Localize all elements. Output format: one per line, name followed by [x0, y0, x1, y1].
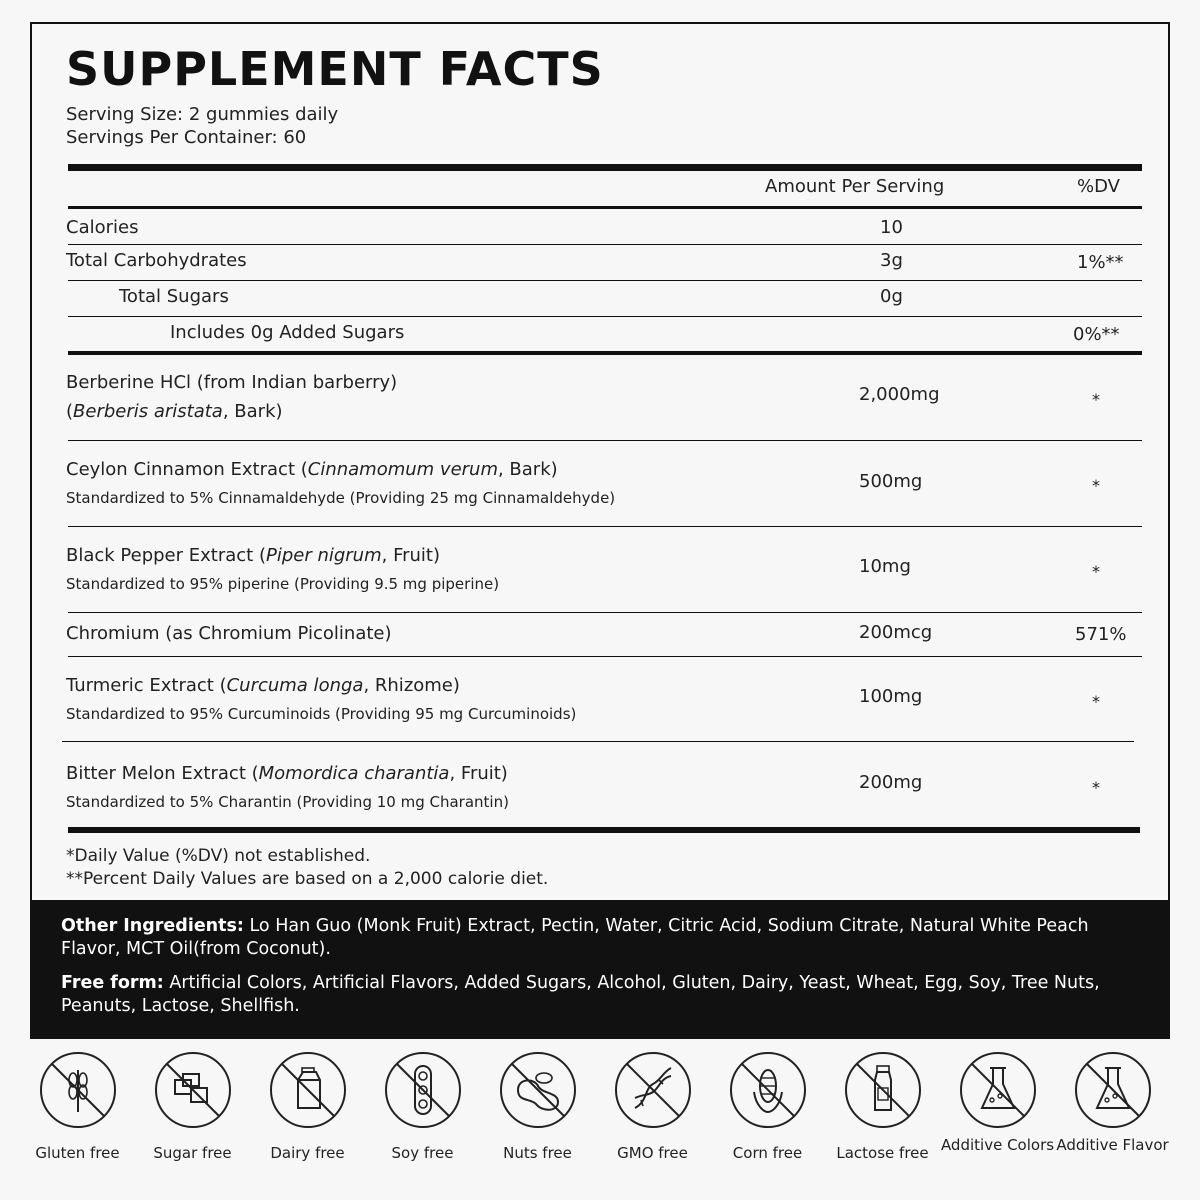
row-divider: [62, 741, 1134, 742]
row-divider: [68, 656, 1142, 657]
nutrition-dv: 1%**: [1077, 252, 1124, 273]
header-amount: Amount Per Serving: [765, 176, 945, 197]
row-divider: [68, 280, 1142, 281]
free-form-label: Free form:: [61, 973, 164, 993]
ingredient-dv: *: [1092, 476, 1100, 495]
soybean-icon: [383, 1050, 463, 1130]
free-form: [61, 972, 1141, 1018]
row-divider: [68, 612, 1142, 613]
ingredient-source: (Berberis aristata, Bark): [66, 401, 283, 422]
wheat-icon: [38, 1050, 118, 1130]
sugar-cubes-icon: [153, 1050, 233, 1130]
badge-nuts-free: [480, 1050, 595, 1163]
row-divider: [68, 244, 1142, 245]
dna-icon: [613, 1050, 693, 1130]
divider-thick: [68, 827, 1140, 833]
free-form-text: Artificial Colors, Artificial Flavors, Added Sugars, Alcohol, Gluten, Dairy, Yeast, Wheat, Egg, Soy, Tree Nuts, Peanuts, Lactose, Shellfish.: [61, 973, 1100, 1016]
milk-carton-icon: [268, 1050, 348, 1130]
latin-name: Berberis aristata: [73, 401, 223, 422]
corn-icon: [728, 1050, 808, 1130]
row-divider: [68, 440, 1142, 441]
badge-gluten-free: [20, 1050, 135, 1163]
row-divider: [68, 526, 1142, 527]
ingredient-dv: 571%: [1075, 624, 1127, 645]
milk-bottle-icon: [843, 1050, 923, 1130]
badge-dairy-free: [250, 1050, 365, 1163]
footnote-dv: *Daily Value (%DV) not established.: [66, 846, 371, 866]
ingredient-amount: 500mg: [859, 471, 923, 492]
badge-label: Lactose free: [836, 1144, 929, 1162]
other-ingredients-label: Other Ingredients:: [61, 916, 244, 936]
ingredient-standardization: Standardized to 5% Cinnamaldehyde (Providing 25 mg Cinnamaldehyde): [66, 489, 616, 507]
ingredient-name: Bitter Melon Extract (Momordica charantia, Fruit): [66, 763, 508, 784]
ingredient-amount: 200mcg: [859, 622, 933, 643]
ingredient-name: Turmeric Extract (Curcuma longa, Rhizome): [66, 675, 460, 696]
other-ingredients: [61, 915, 1141, 961]
ingredients-box: [32, 900, 1168, 1037]
nutrition-amount: 10: [880, 217, 903, 238]
badge-additive-colors: [940, 1050, 1055, 1155]
badge-label: Additive Colors: [940, 1136, 1055, 1154]
badge-soy-free: [365, 1050, 480, 1163]
latin-name: Momordica charantia: [258, 763, 450, 784]
ingredient-standardization: Standardized to 95% Curcuminoids (Providing 95 mg Curcuminoids): [66, 705, 577, 723]
ingredient-amount: 100mg: [859, 686, 923, 707]
badge-label: Corn free: [732, 1144, 803, 1162]
ingredient-standardization: Standardized to 5% Charantin (Providing 10 mg Charantin): [66, 793, 509, 811]
free-from-badges: [20, 1050, 1180, 1190]
other-ingredients-text: Lo Han Guo (Monk Fruit) Extract, Pectin, Water, Citric Acid, Sodium Citrate, Natural White Peach Flavor, MCT Oil(from Coconut).: [61, 916, 1089, 959]
badge-sugar-free: [135, 1050, 250, 1163]
divider-medium: [68, 351, 1142, 355]
latin-name: Cinnamomum verum: [307, 459, 498, 480]
badge-corn-free: [710, 1050, 825, 1163]
ingredient-dv: *: [1092, 692, 1100, 711]
peanut-icon: [498, 1050, 578, 1130]
flask-icon: [1073, 1050, 1153, 1130]
ingredient-amount: 10mg: [859, 556, 911, 577]
nutrition-name: Includes 0g Added Sugars: [170, 322, 405, 343]
row-divider: [68, 316, 1142, 317]
servings-per-container: Servings Per Container: 60: [66, 127, 307, 148]
nutrition-dv: 0%**: [1073, 324, 1120, 345]
badge-lactose-free: [825, 1050, 940, 1163]
divider-medium: [68, 206, 1142, 209]
ingredient-name: Ceylon Cinnamon Extract (Cinnamomum verum, Bark): [66, 459, 558, 480]
nutrition-amount: 0g: [880, 286, 903, 307]
ingredient-name: Black Pepper Extract (Piper nigrum, Fruit): [66, 545, 441, 566]
badge-label: Soy free: [391, 1144, 454, 1162]
ingredient-standardization: Standardized to 95% piperine (Providing 9.5 mg piperine): [66, 575, 500, 593]
badge-label: Gluten free: [35, 1144, 120, 1162]
divider-thick: [68, 164, 1142, 171]
badge-label: Dairy free: [270, 1144, 345, 1162]
ingredient-name: Chromium (as Chromium Picolinate): [66, 623, 392, 644]
header-dv: %DV: [1077, 176, 1120, 197]
ingredient-dv: *: [1092, 562, 1100, 581]
ingredient-amount: 200mg: [859, 772, 923, 793]
badge-label: Nuts free: [503, 1144, 572, 1162]
nutrition-amount: 3g: [880, 250, 903, 271]
ingredient-name: Berberine HCl (from Indian barberry): [66, 372, 398, 393]
ingredient-amount: 2,000mg: [859, 384, 940, 405]
page-title: SUPPLEMENT FACTS: [66, 42, 604, 96]
footnote-percent: **Percent Daily Values are based on a 2,000 calorie diet.: [66, 869, 549, 889]
ingredient-dv: *: [1092, 390, 1100, 409]
badge-label: Additive Flavor: [1056, 1136, 1169, 1154]
flask-icon: [958, 1050, 1038, 1130]
supplement-facts-panel: [30, 22, 1170, 1039]
nutrition-name: Calories: [66, 217, 139, 238]
latin-name: Curcuma longa: [226, 675, 364, 696]
badge-additive-flavor: [1055, 1050, 1170, 1155]
nutrition-name: Total Sugars: [119, 286, 229, 307]
nutrition-name: Total Carbohydrates: [66, 250, 247, 271]
badge-gmo-free: [595, 1050, 710, 1163]
latin-name: Piper nigrum: [265, 545, 382, 566]
serving-size: Serving Size: 2 gummies daily: [66, 104, 339, 125]
badge-label: Sugar free: [153, 1144, 232, 1162]
badge-label: GMO free: [617, 1144, 688, 1162]
ingredient-dv: *: [1092, 778, 1100, 797]
